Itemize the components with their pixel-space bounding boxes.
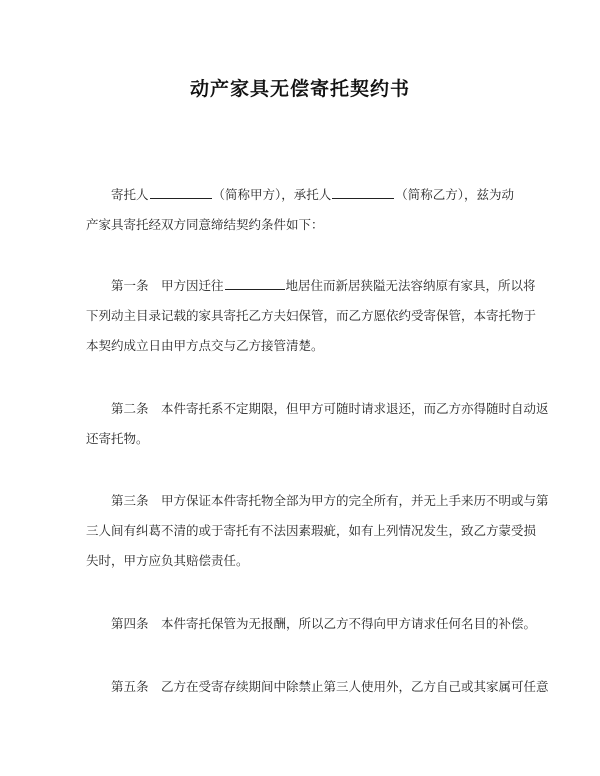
article-1-line-1 [86,271,536,301]
document-title: 动产家具无偿寄托契约书 [189,78,410,100]
article-5-line-1: 第五条 乙方在受寄存续期间中除禁止第三人使用外，乙方自己或其家属可任意 [111,679,549,694]
article-3-line-2: 三人间有纠葛不清的或于寄托有不法因素瑕疵，如有上列情况发生，致乙方蒙受损 [86,523,537,538]
article-3-paragraph [86,486,549,576]
intro-paragraph [86,180,518,240]
article-1-line-1-part-b: 地居住而新居狭隘无法容纳原有家具，所以将 [285,278,536,293]
article-3-line-1: 第三条 甲方保证本件寄托物全部为甲方的完全所有，并无上手来历不明或与第 [111,493,549,508]
article-3-line-3: 失时，甲方应负其赔偿责任。 [86,553,249,568]
intro-line-1-part-a: 寄托人 [111,187,149,202]
destination-blank[interactable] [225,275,285,290]
intro-line-1-part-c: （简称乙方），兹为动 [395,187,515,202]
article-1-line-2: 下列动主目录记载的家具寄托乙方夫妇保管，而乙方愿依约受寄保管，本寄托物于 [86,308,537,323]
article-5-paragraph [86,672,549,702]
intro-line-1 [86,180,518,210]
article-1-line-3: 本契约成立日由甲方点交与乙方接管清楚。 [86,338,324,353]
article-1-paragraph [86,271,537,361]
intro-line-2: 产家具寄托经双方同意缔结契约条件如下： [86,217,324,232]
article-4-line-1: 第四条 本件寄托保管为无报酬，所以乙方不得向甲方请求任何名目的补偿。 [111,616,537,631]
consignee-name-blank[interactable] [332,184,394,199]
article-4-paragraph [86,609,537,639]
article-2-line-2: 还寄托物。 [86,431,149,446]
article-1-line-1-part-a: 第一条 甲方因迁往 [111,278,224,293]
article-2-paragraph [86,394,549,454]
article-2-line-1: 第二条 本件寄托系不定期限，但甲方可随时请求退还，而乙方亦得随时自动返 [111,401,549,416]
consignor-name-blank[interactable] [150,184,212,199]
intro-line-1-part-b: （简称甲方），承托人 [212,187,332,202]
